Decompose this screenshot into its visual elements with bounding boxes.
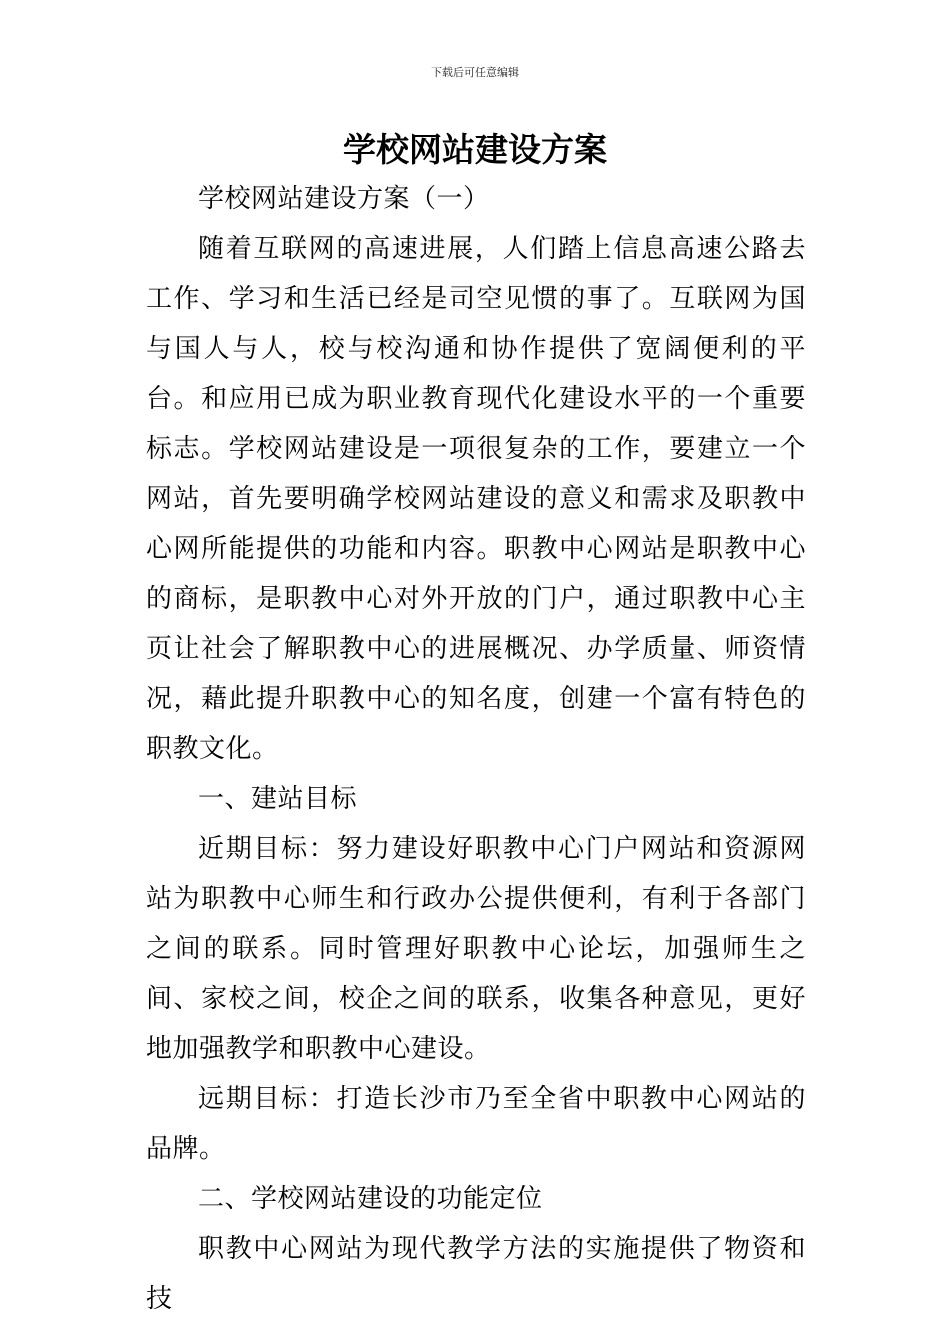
paragraph-near-term-goal: 近期目标：努力建设好职教中心门户网站和资源网站为职教中心师生和行政办公提供便利，有利于各部门之间的联系。同时管理好职教中心论坛，加强师生之间、家校之间，校企之间的联系，收集各种意见，更好地加强教学和职教中心建设。 [146,834,806,1064]
header-note: 下载后可任意编辑 [431,66,519,79]
paragraph-subtitle: 学校网站建设方案（一） [198,184,490,214]
document-body [146,174,806,1324]
document-title: 学校网站建设方案 [343,130,607,169]
paragraph-long-term-goal: 远期目标：打造长沙市乃至全省中职教中心网站的品牌。 [146,1084,806,1164]
paragraph-intro: 随着互联网的高速进展，人们踏上信息高速公路去工作、学习和生活已经是司空见惯的事了。互联网为国与国人与人，校与校沟通和协作提供了宽阔便利的平台。和应用已成为职业教育现代化建设水平的一个重要标志。学校网站建设是一项很复杂的工作，要建立一个网站，首先要明确学校网站建设的意义和需求及职教中心网所能提供的功能和内容。职教中心网站是职教中心的商标，是职教中心对外开放的门户，通过职教中心主页让社会了解职教中心的进展概况、办学质量、师资情况，藉此提升职教中心的知名度，创建一个富有特色的职教文化。 [146,234,806,764]
section-heading-function: 二、学校网站建设的功能定位 [198,1184,543,1214]
section-heading-goals: 一、建站目标 [198,784,358,814]
paragraph-function: 职教中心网站为现代教学方法的实施提供了物资和技 [146,1234,806,1314]
